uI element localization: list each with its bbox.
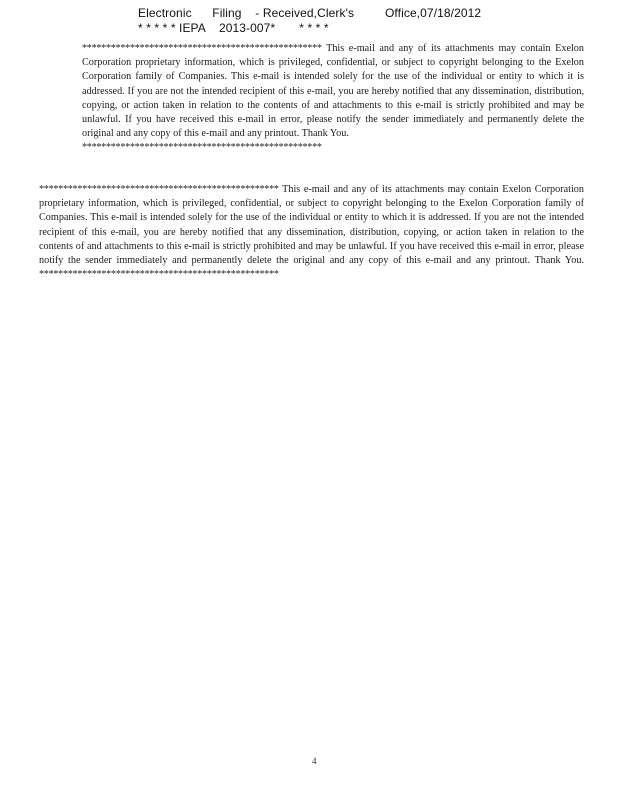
asterisk-separator: ************************************************** [82,43,322,54]
notice-text: This e-mail and any of its attachments may contain Exelon Corporation proprietary information, which is privileged, confidential, or subject to copyright belonging to the Exelon Corporation family of Companies. This e-mail is intended solely for the use of the individual or entity to which it is addressed. If you are not the intended recipient of this e-mail, you are hereby notified that any dissemination, distribution, copying, or action taken in relation to the contents of and attachments to this e-mail is strictly prohibited and may be unlawful. If you have received this e-mail in error, please notify the sender immediately and permanently delete the original and any copy of this e-mail and any printout. Thank You. [82,43,584,140]
asterisk-separator: ************************************************** [82,142,322,154]
confidentiality-notice [82,42,584,156]
filing-stamp-line1: Electronic Filing - Received,Clerk's Office,07/18/2012 [138,6,482,20]
confidentiality-notice [39,183,584,282]
page-number: 4 [312,756,317,766]
asterisk-separator: ************************************************** [39,269,279,281]
filing-stamp-line2: * * * * * IEPA 2013-007* * * * * [138,21,329,35]
notice-text: This e-mail and any of its attachments may contain Exelon Corporation proprietary information, which is privileged, confidential, or subject to copyright belonging to the Exelon Corporation family of Companies. This e-mail is intended solely for the use of the individual or entity to which it is addressed. If you are not the intended recipient of this e-mail, you are hereby notified that any dissemination, distribution, copying, or action taken in relation to the contents of and attachments to this e-mail is strictly prohibited and may be unlawful. If you have received this e-mail in error, please notify the sender immediately and permanently delete the original and any copy of this e-mail and any printout. Thank You. [39,184,584,267]
asterisk-separator: ************************************************** [39,184,279,195]
